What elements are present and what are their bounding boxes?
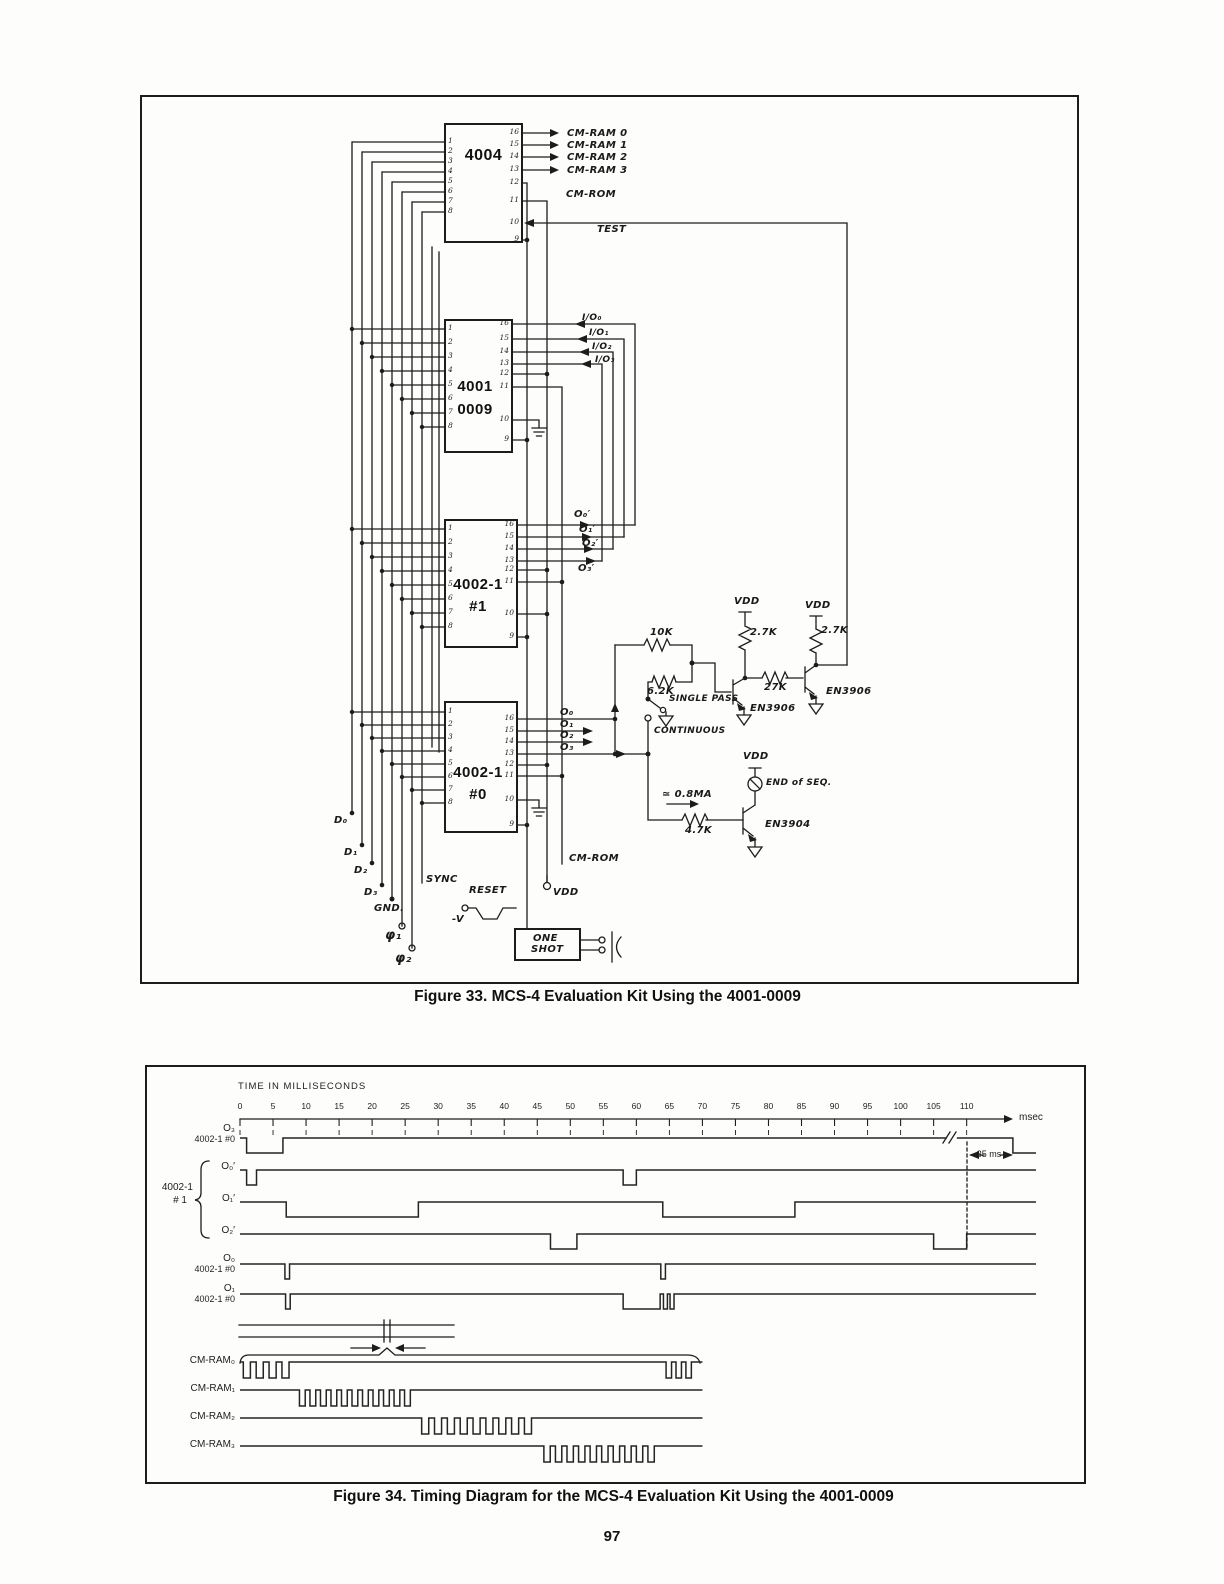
axis-tick-label: 90 <box>829 1101 840 1111</box>
io-label: I/O₁ <box>589 328 609 338</box>
signal-label: CM-RAM₁ <box>190 1383 235 1394</box>
pin-number: 10 <box>504 608 514 617</box>
axis-tick-label: 60 <box>631 1101 642 1111</box>
pin-number: 2 <box>448 719 453 728</box>
pin-number: 13 <box>504 748 514 757</box>
resistor-10k-label: 10K <box>650 627 673 638</box>
annotation-35ms: 35 ms <box>976 1149 1002 1159</box>
axis-tick-label: 50 <box>565 1101 576 1111</box>
o-output-label: O₀ <box>560 707 574 718</box>
cm-ram-output-label: CM-RAM 1 <box>567 140 628 151</box>
pin-number: 8 <box>448 421 453 430</box>
o-prime-label: O₂′ <box>582 538 599 549</box>
pin-number: 8 <box>448 797 453 806</box>
pin-number: 15 <box>504 531 514 540</box>
signal-label: O₁′ <box>221 1193 235 1204</box>
pin-number: 11 <box>499 381 509 390</box>
vdd-q2-label: VDD <box>805 600 831 611</box>
test-label: TEST <box>597 224 627 235</box>
figure-33-schematic <box>140 95 1079 984</box>
axis-tick-label: 55 <box>598 1101 609 1111</box>
signal-label: CM-RAM₂ <box>190 1411 235 1422</box>
figure-34-timing-diagram <box>145 1065 1086 1484</box>
phi1-label: φ₁ <box>385 928 402 943</box>
group-label-num: # 1 <box>173 1195 187 1206</box>
pin-number: 16 <box>499 318 509 327</box>
io-label: I/O₂ <box>592 342 612 352</box>
signal-sublabel: 4002-1 #0 <box>194 1264 235 1274</box>
axis-tick-label: 20 <box>367 1101 377 1111</box>
pin-number: 4 <box>448 565 453 574</box>
pin-number: 9 <box>509 819 514 828</box>
inset-brace <box>240 1348 700 1363</box>
signal-trace-7 <box>240 1362 702 1378</box>
signal-sublabel: 4002-1 #0 <box>194 1134 235 1144</box>
pin-number: 1 <box>448 706 453 715</box>
pin-number: 15 <box>509 139 519 148</box>
signal-sublabel: 4002-1 #0 <box>194 1294 235 1304</box>
pin-number: 14 <box>509 151 519 160</box>
one-shot-label-2: SHOT <box>531 944 564 955</box>
pin-number: 5 <box>448 176 453 185</box>
cm-rom-label-bottom: CM-ROM <box>569 853 619 864</box>
reset-label: RESET <box>469 885 507 896</box>
group-label-4002-1: 4002-1 <box>161 1182 193 1193</box>
axis-tick-label: 110 <box>959 1101 974 1111</box>
pin-number: 15 <box>504 725 514 734</box>
signal-trace-10 <box>240 1446 702 1462</box>
pin-number: 6 <box>448 593 453 602</box>
pin-number: 7 <box>448 607 453 616</box>
resistor-2-7k-left-label: 2.7K <box>750 627 778 638</box>
signal-trace-4 <box>240 1234 1036 1249</box>
pin-number: 7 <box>448 407 453 416</box>
figure-34-caption: Figure 34. Timing Diagram for the MCS-4 Evaluation Kit Using the 4001-0009 <box>333 1488 894 1505</box>
pin-number: 7 <box>448 784 453 793</box>
pin-number: 9 <box>514 234 519 243</box>
expanded-inset <box>239 1320 454 1348</box>
transistor-q3-label: EN3904 <box>765 819 811 830</box>
cm-ram-output-label: CM-RAM 0 <box>567 128 628 139</box>
ram1-output-wires <box>517 525 635 637</box>
pin-number: 14 <box>504 543 514 552</box>
axis-tick-label: 80 <box>763 1101 774 1111</box>
chip-title-4002-0-num: #0 <box>469 786 487 803</box>
cm-ram-output-label: CM-RAM 2 <box>567 152 628 163</box>
vdd-bottom-label: VDD <box>553 887 579 898</box>
signal-trace-1 <box>240 1138 1036 1153</box>
pin-number: 14 <box>504 736 514 745</box>
pin-number: 11 <box>509 195 519 204</box>
axis-tick-label: 85 <box>796 1101 807 1111</box>
pin-number: 12 <box>509 177 519 186</box>
pin-number: 7 <box>448 196 453 205</box>
axis-title: TIME IN MILLISECONDS <box>238 1081 367 1092</box>
chip-title-4002-0: 4002-1 <box>453 764 503 781</box>
figure-33-caption: Figure 33. MCS-4 Evaluation Kit Using the 4001-0009 <box>414 988 801 1005</box>
one-shot-label-1: ONE <box>533 933 558 944</box>
pin-number: 13 <box>509 164 519 173</box>
axis-tick-label: 35 <box>466 1101 476 1111</box>
gnd-label: GND. <box>374 903 405 914</box>
axis-tick-label: 0 <box>237 1101 243 1111</box>
axis-tick-label: 100 <box>893 1101 908 1111</box>
o-prime-label: O₁′ <box>579 524 596 535</box>
signal-trace-5 <box>240 1264 1036 1279</box>
signal-label: O₂′ <box>221 1225 235 1236</box>
signal-trace-9 <box>240 1418 702 1434</box>
o-prime-label: O₀′ <box>574 509 591 520</box>
axis-tick-label: 65 <box>664 1101 675 1111</box>
pin-number: 2 <box>448 337 453 346</box>
axis-tick-label: 5 <box>270 1101 276 1111</box>
axis-tick-label: 25 <box>400 1101 410 1111</box>
chip-title-0009: 0009 <box>457 401 493 418</box>
pin-number: 9 <box>504 434 509 443</box>
current-0-8ma-label: ≃ 0.8MA <box>662 789 713 800</box>
d2-label: D₂ <box>354 865 368 876</box>
pin-number: 2 <box>448 537 453 546</box>
d3-label: D₃ <box>364 887 378 898</box>
page-number: 97 <box>603 1528 621 1545</box>
pin-number: 5 <box>448 579 453 588</box>
pin-number: 15 <box>499 333 509 342</box>
pin-number: 3 <box>448 732 453 741</box>
axis-tick-label: 75 <box>730 1101 741 1111</box>
o-output-label: O₂ <box>560 730 574 741</box>
chip-title-4002-1-num: #1 <box>469 598 487 615</box>
pin-number: 8 <box>448 206 453 215</box>
axis-tick-label: 70 <box>697 1101 708 1111</box>
pin-number: 6 <box>448 186 453 195</box>
neg-v-label: -V <box>452 914 464 925</box>
o-prime-label: O₃′ <box>578 563 595 574</box>
pin-number: 1 <box>448 323 453 332</box>
ground-bars-4001 <box>532 428 546 436</box>
reset-waveform <box>468 908 516 919</box>
pin-number: 4 <box>448 745 453 754</box>
resistor-2-7k-right-label: 2.7K <box>821 625 849 636</box>
axis-tick-label: 10 <box>301 1101 311 1111</box>
resistor-6-2k-label: 6.2K <box>647 686 675 697</box>
signal-label: O₁ <box>223 1283 235 1294</box>
sync-label: SYNC <box>426 874 458 885</box>
bus-lines <box>352 142 439 948</box>
pin-number: 8 <box>448 621 453 630</box>
phi2-label: φ₂ <box>395 951 412 966</box>
signal-label: O₀ <box>223 1253 235 1264</box>
io-label: I/O₀ <box>582 313 602 323</box>
signal-trace-3 <box>240 1202 1036 1217</box>
pin-number: 16 <box>509 127 519 136</box>
pin-number: 12 <box>504 564 514 573</box>
signal-label: O₃ <box>223 1123 235 1134</box>
pin-number: 5 <box>448 379 453 388</box>
ram0-output-wires <box>517 645 648 825</box>
pin-number: 5 <box>448 758 453 767</box>
axis-tick-label: 30 <box>433 1101 443 1111</box>
pin-number: 9 <box>509 631 514 640</box>
signal-label: O₀′ <box>221 1161 235 1172</box>
timing-artwork <box>147 1067 1084 1482</box>
chip-title-4004: 4004 <box>464 147 503 164</box>
pin-number: 6 <box>448 771 453 780</box>
io-label: I/O₃ <box>595 355 615 365</box>
pin-number: 10 <box>509 217 519 226</box>
axis-unit-label: msec <box>1019 1112 1043 1123</box>
d1-label: D₁ <box>344 847 358 858</box>
pin-number: 1 <box>448 523 453 532</box>
ground-bars-4002-0 <box>532 808 546 816</box>
pin-number: 13 <box>499 358 509 367</box>
axis-tick-label: 45 <box>532 1101 542 1111</box>
cpu-output-wires <box>522 133 847 929</box>
pin-number: 12 <box>499 368 509 377</box>
rom-io-wires <box>512 324 635 864</box>
pin-number: 16 <box>504 519 514 528</box>
resistor-27k-label: 27K <box>764 682 787 693</box>
o-output-label: O₃ <box>560 742 574 753</box>
axis-tick-label: 95 <box>862 1101 873 1111</box>
pin-number: 10 <box>499 414 509 423</box>
resistor-4-7k-label: 4.7K <box>685 825 713 836</box>
vdd-q1-label: VDD <box>734 596 760 607</box>
pin-number: 3 <box>448 351 453 360</box>
cm-ram-output-label: CM-RAM 3 <box>567 165 628 176</box>
continuous-label: CONTINUOUS <box>654 726 726 736</box>
pin-number: 4 <box>448 365 453 374</box>
pin-number: 14 <box>499 346 509 355</box>
end-of-seq-label: END of SEQ. <box>766 778 832 788</box>
cm-rom-label-top: CM-ROM <box>566 189 616 200</box>
pin-number: 6 <box>448 393 453 402</box>
pin-number: 10 <box>504 794 514 803</box>
axis-tick-label: 105 <box>926 1101 941 1111</box>
pin-number: 3 <box>448 551 453 560</box>
single-pass-label: SINGLE PASS <box>669 694 739 704</box>
transistor-q2-label: EN3906 <box>826 686 872 697</box>
pin-number: 3 <box>448 156 453 165</box>
pin-number: 16 <box>504 713 514 722</box>
transistor-q3 <box>743 768 761 846</box>
axis-tick-label: 40 <box>499 1101 509 1111</box>
chip-title-4002-1: 4002-1 <box>453 576 503 593</box>
pin-number: 11 <box>504 770 514 779</box>
pin-number: 1 <box>448 136 453 145</box>
pin-number: 12 <box>504 759 514 768</box>
signal-trace-8 <box>240 1390 702 1406</box>
axis-tick-label: 15 <box>334 1101 344 1111</box>
pin-number: 13 <box>504 555 514 564</box>
pin-number: 2 <box>448 146 453 155</box>
pin-number: 11 <box>504 576 514 585</box>
pin-number: 4 <box>448 166 453 175</box>
o-output-label: O₁ <box>560 719 574 730</box>
signal-label: CM-RAM₀ <box>189 1355 235 1366</box>
signal-trace-6 <box>240 1294 1036 1309</box>
vdd-lamp-label: VDD <box>743 751 769 762</box>
d0-label: D₀ <box>334 815 348 826</box>
signal-trace-2 <box>240 1170 1036 1185</box>
signal-label: CM-RAM₃ <box>189 1439 235 1450</box>
transistor-q1-label: EN3906 <box>750 703 796 714</box>
chip-title-4001: 4001 <box>457 378 493 395</box>
